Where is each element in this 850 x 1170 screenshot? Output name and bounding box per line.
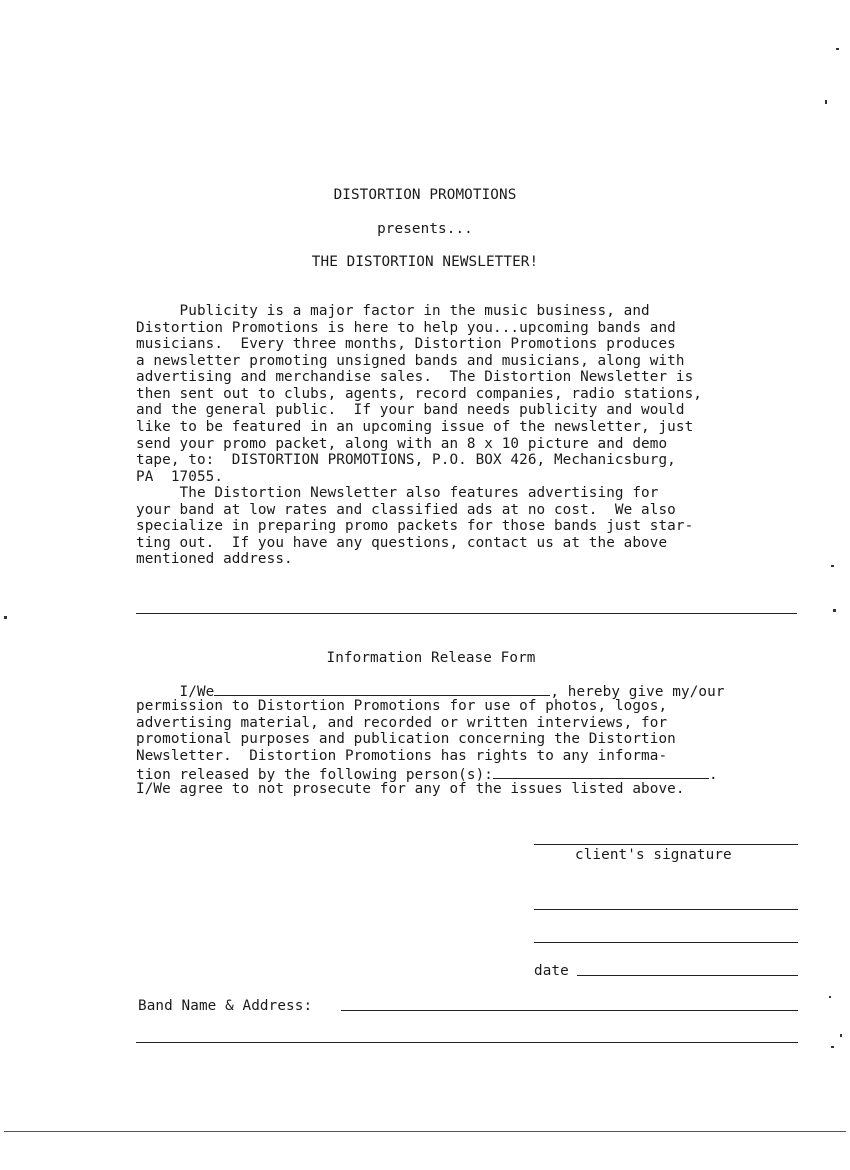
paragraph-line: your band at low rates and classified ads at no cost. We also <box>136 502 676 518</box>
scan-speck <box>831 565 834 567</box>
paragraph-line: PA 17055. <box>136 469 224 485</box>
form-title: Information Release Form <box>326 650 536 666</box>
company-name: DISTORTION PROMOTIONS <box>333 187 517 203</box>
signature-label: client's signature <box>575 847 732 863</box>
form-line: advertising material, and recorded or written interviews, for <box>136 715 668 731</box>
paragraph-line: send your promo packet, along with an 8 x 10 picture and demo <box>136 436 668 452</box>
date-label: date <box>534 963 569 979</box>
signature-line[interactable] <box>534 844 798 845</box>
paragraph-line: mentioned address. <box>136 551 293 567</box>
band-name-line[interactable] <box>341 1010 798 1011</box>
blank-line[interactable] <box>534 909 798 910</box>
form-text: , hereby give my/our <box>550 684 725 700</box>
scan-speck <box>831 1046 834 1048</box>
paragraph-line: The Distortion Newsletter also features advertising for <box>136 485 659 501</box>
paragraph-line: musicians. Every three months, Distortion Promotions produces <box>136 336 676 352</box>
form-text: I/We <box>136 684 215 700</box>
paragraph-line: and the general public. If your band needs publicity and would <box>136 402 685 418</box>
name-blank[interactable] <box>214 682 550 696</box>
paragraph-line: ting out. If you have any questions, contact us at the above <box>136 535 668 551</box>
form-text: . <box>709 767 718 783</box>
persons-blank[interactable] <box>493 765 709 779</box>
paragraph-line: tape, to: DISTORTION PROMOTIONS, P.O. BOX 426, Mechanicsburg, <box>136 452 676 468</box>
date-line[interactable] <box>577 975 798 976</box>
address-line[interactable] <box>136 1042 798 1043</box>
band-label: Band Name & Address: <box>138 998 313 1014</box>
scan-speck <box>829 996 831 998</box>
scan-speck <box>840 1034 842 1037</box>
scan-speck <box>825 100 827 104</box>
scan-speck <box>833 609 836 612</box>
form-text: tion released by the following person(s): <box>136 767 494 783</box>
newsletter-title: THE DISTORTION NEWSLETTER! <box>311 254 539 270</box>
paragraph-line: advertising and merchandise sales. The Distortion Newsletter is <box>136 369 694 385</box>
presents-text: presents... <box>377 221 473 237</box>
paragraph-line: then sent out to clubs, agents, record companies, radio stations, <box>136 386 702 402</box>
paragraph-line: a newsletter promoting unsigned bands and musicians, along with <box>136 353 685 369</box>
section-divider <box>136 613 797 614</box>
blank-line[interactable] <box>534 942 798 943</box>
paragraph-line: like to be featured in an upcoming issue of the newsletter, just <box>136 419 694 435</box>
scan-speck <box>4 616 7 619</box>
paragraph-line: Publicity is a major factor in the music business, and <box>136 303 650 319</box>
bottom-edge-line <box>4 1131 846 1132</box>
form-line: permission to Distortion Promotions for use of photos, logos, <box>136 698 668 714</box>
paragraph-line: specialize in preparing promo packets for those bands just star- <box>136 518 694 534</box>
form-line: Newsletter. Distortion Promotions has rights to any informa- <box>136 748 668 764</box>
paragraph-line: Distortion Promotions is here to help you...upcoming bands and <box>136 320 676 336</box>
scan-speck <box>836 48 839 50</box>
form-line: promotional purposes and publication concerning the Distortion <box>136 731 676 747</box>
form-line: I/We agree to not prosecute for any of the issues listed above. <box>136 781 685 797</box>
